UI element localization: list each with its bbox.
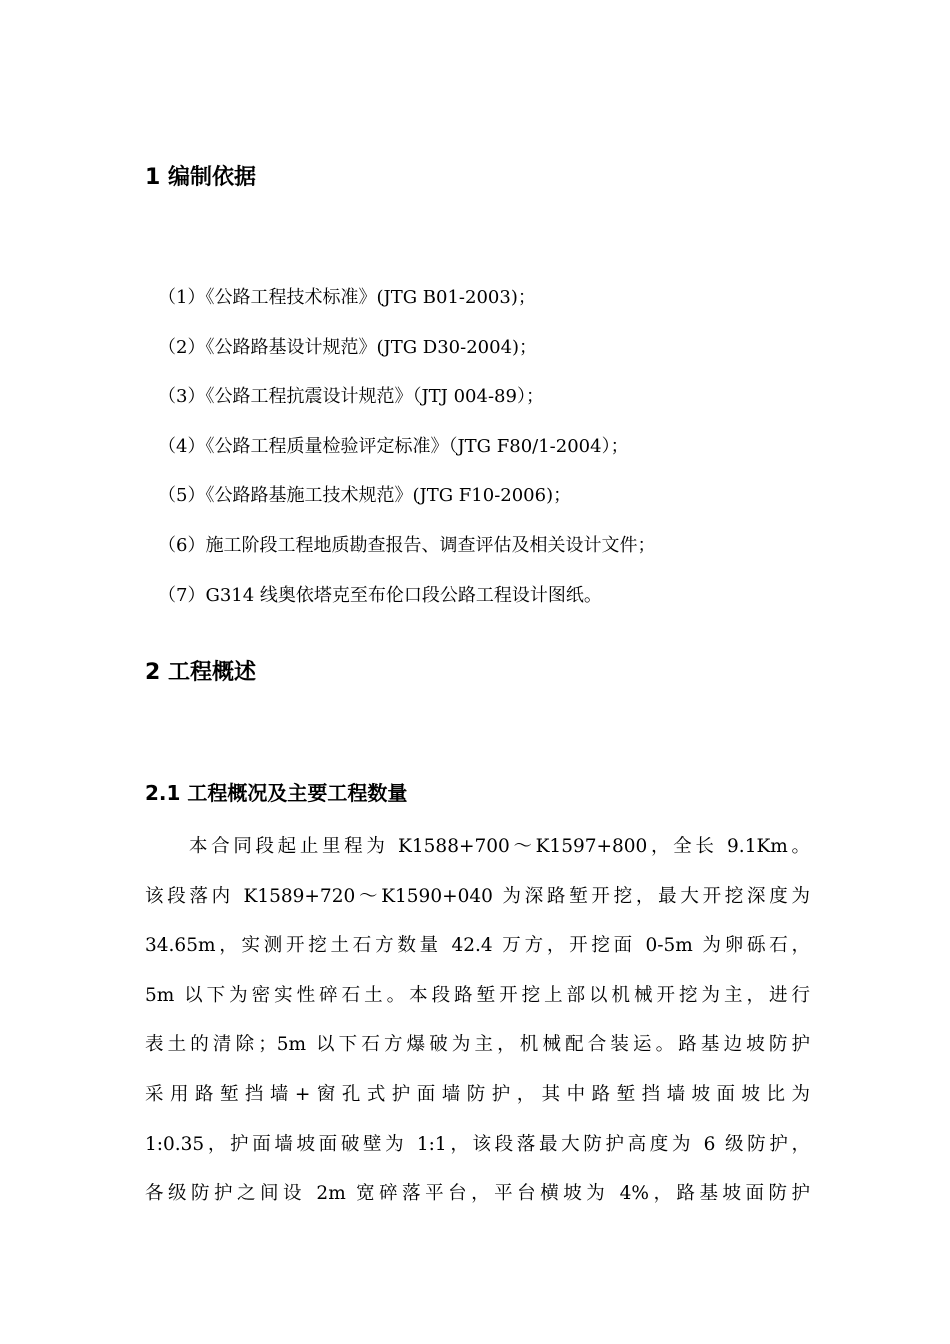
reference-item: （1）《公路工程技术标准》(JTG B01-2003)； bbox=[158, 287, 536, 308]
paragraph-line: 1:0.35，护面墙坡面破壁为 1:1，该段落最大防护高度为 6 级防护， bbox=[145, 1133, 810, 1155]
section-1-heading: 1 编制依据 bbox=[145, 165, 256, 190]
reference-list bbox=[158, 284, 655, 631]
reference-item: （4）《公路工程质量检验评定标准》（JTG F80/1-2004）； bbox=[158, 435, 629, 457]
paragraph-line: 34.65m，实测开挖土石方数量 42.4 万方，开挖面 0-5m 为卵砾石， bbox=[145, 935, 810, 957]
paragraph-line: 该段落内 K1589+720～K1590+040 为深路堑开挖，最大开挖深度为 bbox=[145, 885, 810, 907]
section-2-1-heading: 2.1 工程概况及主要工程数量 bbox=[145, 781, 408, 805]
reference-item: （5）《公路路基施工技术规范》(JTG F10-2006)； bbox=[158, 485, 572, 507]
paragraph-line: 5m 以下为密实性碎石土。本段路堑开挖上部以机械开挖为主，进行 bbox=[145, 984, 810, 1006]
paragraph-line: 表土的清除；5m 以下石方爆破为主，机械配合装运。路基边坡防护 bbox=[145, 1034, 810, 1056]
reference-item: （7）G314 线奥依塔克至布伦口段公路工程设计图纸。 bbox=[158, 584, 602, 606]
reference-item: （2）《公路路基设计规范》(JTG D30-2004)； bbox=[158, 336, 538, 358]
reference-item: （6）施工阶段工程地质勘查报告、调查评估及相关设计文件； bbox=[158, 534, 656, 556]
overview-paragraph bbox=[145, 833, 810, 1230]
paragraph-line: 各级防护之间设 2m 宽碎落平台，平台横坡为 4%，路基坡面防护 bbox=[145, 1183, 810, 1205]
section-2-heading: 2 工程概述 bbox=[145, 660, 256, 685]
paragraph-line: 本合同段起止里程为 K1588+700～K1597+800，全长 9.1Km。 bbox=[189, 836, 810, 857]
paragraph-line: 采用路堑挡墙+窗孔式护面墙防护，其中路堑挡墙坡面坡比为 bbox=[145, 1083, 810, 1105]
reference-item: （3）《公路工程抗震设计规范》（JTJ 004-89）； bbox=[158, 386, 544, 408]
